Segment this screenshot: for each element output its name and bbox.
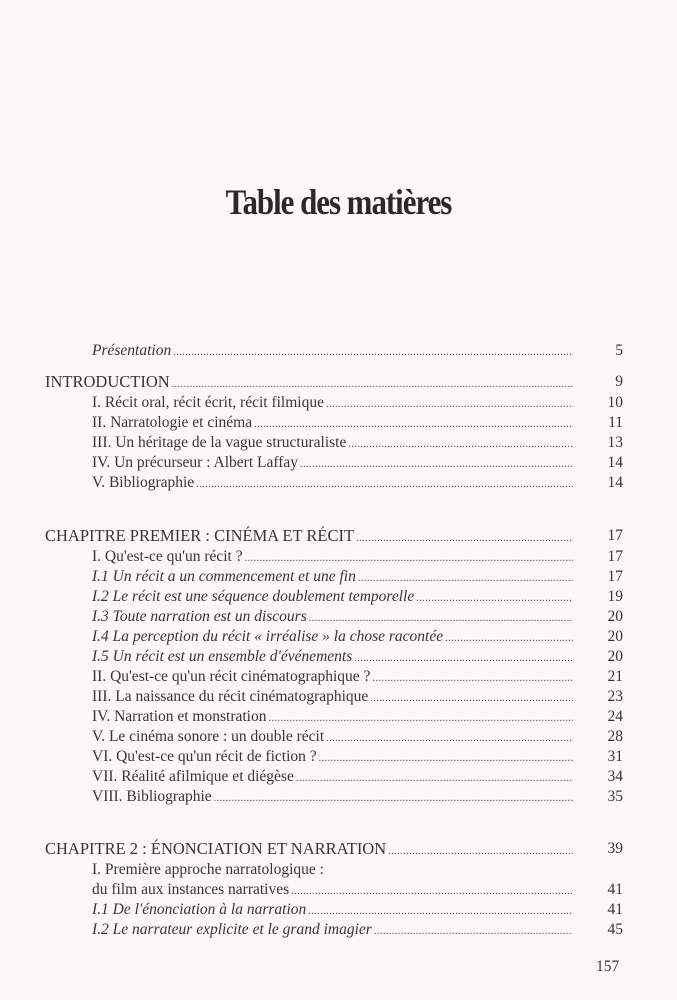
leader-dots [254,415,573,435]
toc-entry-page: 20 [607,648,623,665]
leader-dots [291,882,573,902]
leader-dots [372,669,573,689]
toc-entry-label: IV. Un précurseur : Albert Laffay [92,454,299,471]
toc-entry[interactable] [92,627,623,647]
leader-dots [354,649,573,669]
toc-section-page: 39 [607,840,623,857]
toc-entry[interactable] [92,453,623,473]
toc-entry-page: 14 [607,474,623,491]
toc-entry-page: 45 [607,921,623,938]
toc-entry[interactable] [92,567,623,587]
toc-entry-label: III. La naissance du récit cinématographique [92,688,369,705]
leader-dots [326,729,573,749]
leader-dots [309,609,573,629]
toc-entry-page: 17 [607,568,623,585]
toc-section-label: CHAPITRE PREMIER : CINÉMA ET RÉCIT [45,526,355,545]
leader-dots [348,435,573,455]
leader-dots [416,589,573,609]
toc-entry-page: 5 [615,342,623,359]
toc-entry[interactable] [92,687,623,707]
toc-entry-label: VI. Qu'est-ce qu'un récit de fiction ? [92,748,317,765]
toc-entry-label: Présentation [92,342,172,359]
toc-entry-label: V. Bibliographie [92,474,195,491]
leader-dots [370,689,573,709]
toc-entry[interactable] [92,920,623,940]
leader-dots [319,749,573,769]
toc-entry-page: 35 [607,788,623,805]
toc-entry[interactable] [92,880,623,900]
leader-dots [388,842,573,862]
toc-entry-label: I. Première approche narratologique : [92,861,324,878]
toc-entry[interactable] [92,393,623,413]
toc-entry[interactable] [92,607,623,627]
toc-entry-label: II. Qu'est-ce qu'un récit cinématographique ? [92,668,371,685]
toc-entry[interactable] [92,860,575,880]
toc-entry-label: I.2 Le récit est une séquence doublement temporelle [92,588,415,605]
toc-entry-label: VII. Réalité afilmique et diégèse [92,768,294,785]
toc-entry[interactable] [92,747,623,767]
leader-dots [358,569,573,589]
leader-dots [296,769,573,789]
toc-entry[interactable] [92,433,623,453]
toc-entry-page: 20 [607,608,623,625]
toc-entry-page: 19 [607,588,623,605]
toc-entry-presentation[interactable] [92,341,623,361]
toc-entry-label: I.2 Le narrateur explicite et le grand imagier [92,921,372,938]
toc-entry-page: 31 [607,748,623,765]
leader-dots [308,902,573,922]
toc-entry[interactable] [92,413,623,433]
toc-entry[interactable] [92,473,623,493]
toc-section-chapter-1[interactable] [45,526,623,546]
toc-entry-label: I. Qu'est-ce qu'un récit ? [92,548,243,565]
toc-entry-page: 13 [607,434,623,451]
toc-entry[interactable] [92,787,623,807]
toc-entry-page: 28 [607,728,623,745]
toc-entry-page: 21 [607,668,623,685]
toc-entry-label: IV. Narration et monstration [92,708,267,725]
toc-entry-page: 14 [607,454,623,471]
toc-entry-label: I.1 De l'énonciation à la narration [92,901,307,918]
toc-section-label: INTRODUCTION [45,372,170,391]
toc-section-page: 9 [615,373,623,390]
page-number: 157 [596,958,620,975]
leader-dots [445,629,573,649]
toc-entry[interactable] [92,587,623,607]
toc-entry-label: I. Récit oral, récit écrit, récit filmique [92,394,324,411]
leader-dots [326,395,573,415]
toc-entry-label: II. Narratologie et cinéma [92,414,253,431]
toc-entry[interactable] [92,707,623,727]
toc-entry-label: V. Le cinéma sonore : un double récit [92,728,325,745]
toc-section-label: CHAPITRE 2 : ÉNONCIATION ET NARRATION [45,839,387,858]
toc-section-introduction[interactable] [45,372,623,392]
leader-dots [374,922,573,942]
leader-dots [245,549,573,569]
toc-entry-label: I.1 Un récit a un commencement et une fin [92,568,356,585]
toc-entry-label: du film aux instances narratives [92,881,290,898]
leader-dots [300,455,573,475]
toc-section-chapter-2[interactable] [45,839,623,859]
toc-entry-label: III. Un héritage de la vague structuraliste [92,434,347,451]
toc-entry-page: 11 [608,414,623,431]
toc-entry-page: 10 [607,394,623,411]
toc-entry-page: 20 [607,628,623,645]
page-title: Table des matières [225,182,452,222]
toc-entry-label: I.5 Un récit est un ensemble d'événements [92,648,353,665]
toc-section-page: 17 [607,527,623,544]
toc-entry[interactable] [92,900,623,920]
toc-entry-page: 17 [607,548,623,565]
toc-entry[interactable] [92,767,623,787]
toc-entry[interactable] [92,547,623,567]
toc-entry[interactable] [92,667,623,687]
toc-entry-page: 34 [607,768,623,785]
toc-entry[interactable] [92,647,623,667]
toc-entry-page: 23 [607,688,623,705]
leader-dots [356,529,573,549]
leader-dots [196,475,573,495]
toc-entry-page: 41 [607,881,623,898]
leader-dots [268,709,573,729]
toc-entry-label: I.4 La perception du récit « irréalise » la chose racontée [92,628,444,645]
toc-entry-page: 41 [607,901,623,918]
leader-dots [214,789,573,809]
leader-dots [173,343,573,363]
toc-entry-label: VIII. Bibliographie [92,788,212,805]
toc-entry[interactable] [92,727,623,747]
toc-entry-page: 24 [607,708,623,725]
toc-entry-label: I.3 Toute narration est un discours [92,608,307,625]
leader-dots [172,375,573,395]
